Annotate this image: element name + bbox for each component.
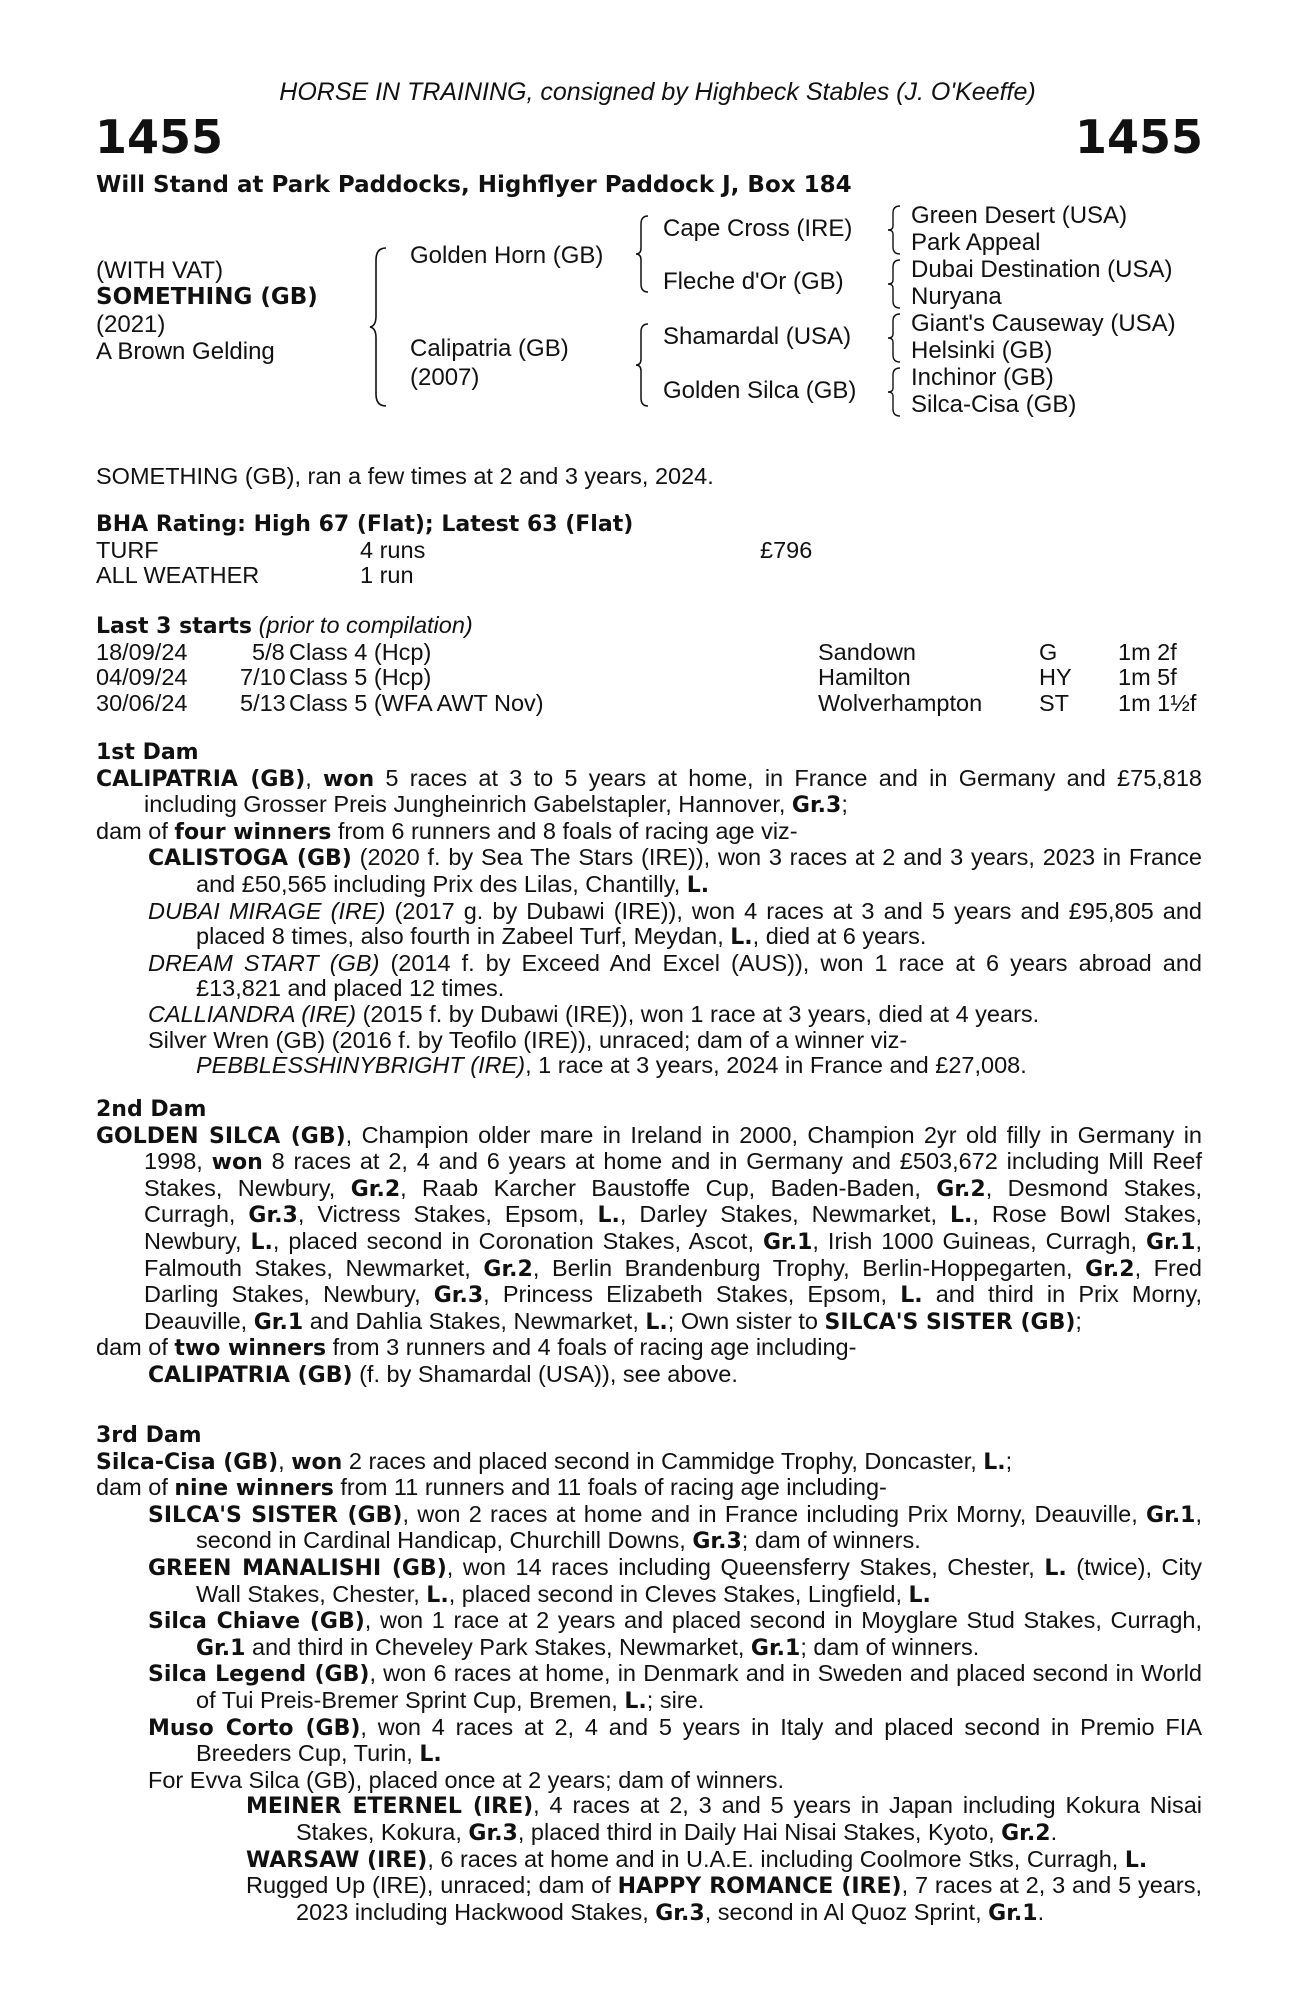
start-date: 30/06/24: [96, 689, 188, 716]
produce-entry: WARSAW (IRE), 6 races at home and in U.A.E. including Coolmore Stks, Curragh, L.: [246, 1845, 1148, 1873]
rating-surface: TURF: [96, 536, 159, 563]
second-dam-heading: 2nd Dam: [96, 1097, 207, 1122]
dam-year: (2007): [410, 364, 480, 391]
pedigree-brace-dam: [634, 322, 650, 408]
start-race: Class 5 (Hcp): [289, 664, 432, 691]
produce-entry: PEBBLESSHINYBRIGHT (IRE), 1 race at 3 years, 2024 in France and £27,008.: [196, 1052, 1027, 1079]
start-row: [96, 665, 1202, 691]
start-date: 04/09/24: [96, 664, 188, 691]
last-starts-note: (prior to compilation): [258, 612, 473, 638]
rating-block: [96, 512, 1202, 589]
last-starts-heading: [96, 613, 1202, 640]
pedigree-brace-dd: [886, 366, 902, 418]
start-going: G: [1039, 638, 1058, 665]
sire-sire: Cape Cross (IRE): [663, 215, 853, 242]
ds-dam: Helsinki (GB): [911, 337, 1053, 364]
lot-number-right: 1455: [1074, 110, 1203, 164]
third-dam-produce-summary: dam of nine winners from 11 runners and 11 foals of racing age including-: [96, 1474, 887, 1502]
consignment-line: HORSE IN TRAINING, consigned by Highbeck Stables (J. O'Keeffe): [279, 78, 1036, 106]
produce-entry: Silca Legend (GB), won 6 races at home, in Denmark and in Sweden and placed second in World of Tui Preis-Bremer Sprint Cup, Bremen, L.; sire.: [148, 1660, 1202, 1714]
start-going: ST: [1039, 689, 1070, 716]
dd-dam: Silca-Cisa (GB): [911, 391, 1077, 418]
start-race: Class 5 (WFA AWT Nov): [289, 689, 544, 716]
rating-title: BHA Rating: High 67 (Flat); Latest 63 (Flat): [96, 512, 634, 537]
produce-entry: DREAM START (GB) (2014 f. by Exceed And Excel (AUS)), won 1 race at 6 years abroad and £13,821 and placed 12 times.: [148, 949, 1202, 1002]
pedigree-brace-sd: [886, 258, 902, 310]
produce-entry: Rugged Up (IRE), unraced; dam of HAPPY ROMANCE (IRE), 7 races at 2, 3 and 5 years, 2023 including Hackwood Stakes, Gr.3, second in Al Quoz Sprint, Gr.1.: [246, 1872, 1202, 1926]
third-dam-section: [96, 1423, 1202, 1926]
sd-dam: Nuryana: [911, 283, 1002, 310]
vat-label: (WITH VAT): [96, 257, 224, 284]
horse-year: (2021): [96, 311, 166, 338]
horse-description: A Brown Gelding: [96, 338, 275, 365]
pedigree-brace-main: [368, 246, 390, 408]
start-distance: 1m 1½f: [1118, 689, 1197, 716]
rating-earnings: £796: [760, 536, 813, 563]
rating-surface: ALL WEATHER: [96, 562, 260, 589]
horse-name: SOMETHING (GB): [96, 284, 318, 310]
first-dam-produce-summary: dam of four winners from 6 runners and 8 foals of racing age viz-: [96, 817, 798, 845]
start-course: Sandown: [818, 638, 916, 665]
first-dam-entry: CALIPATRIA (GB), won 5 races at 3 to 5 years at home, in France and in Germany and £75,818 including Grosser Preis Jungheinrich Gabelstapler, Hannover, Gr.3;: [96, 764, 1202, 819]
produce-entry: SILCA'S SISTER (GB), won 2 races at home and in France including Prix Morny, Deauville, Gr.1, second in Cardinal Handicap, Churchill Downs, Gr.3; dam of winners.: [148, 1500, 1203, 1555]
ss-sire: Green Desert (USA): [911, 202, 1128, 229]
produce-entry: CALLIANDRA (IRE) (2015 f. by Dubawi (IRE)), won 1 race at 3 years, died at 4 years.: [148, 1000, 1040, 1027]
rating-runs: 1 run: [360, 562, 414, 589]
start-distance: 1m 5f: [1118, 664, 1177, 691]
ss-dam: Park Appeal: [911, 229, 1041, 256]
start-distance: 1m 2f: [1118, 638, 1177, 665]
last-starts-block: [96, 613, 1202, 716]
produce-entry: GREEN MANALISHI (GB), won 14 races including Queensferry Stakes, Chester, L. (twice), City Wall Stakes, Chester, L., placed second in Cleves Stakes, Lingfield, L.: [148, 1553, 1202, 1608]
start-position: 5/13: [240, 689, 286, 716]
produce-entry: Muso Corto (GB), won 4 races at 2, 4 and 5 years in Italy and placed second in Premio FIA Breeders Cup, Turin, L.: [148, 1713, 1202, 1768]
first-dam-section: [96, 740, 1202, 1079]
second-dam-produce-summary: dam of two winners from 3 runners and 4 foals of racing age including-: [96, 1334, 857, 1362]
pedigree-brace-ss: [886, 204, 902, 256]
start-course: Wolverhampton: [818, 689, 983, 716]
ds-sire: Giant's Causeway (USA): [911, 310, 1176, 337]
second-dam-entry: GOLDEN SILCA (GB), Champion older mare in Ireland in 2000, Champion 2yr old filly in Germany in 1998, won 8 races at 2, 4 and 6 years at home and in Germany and £503,672 including Mill Reef Stakes, Newbury, Gr.2, Raab Karcher Baustoffe Cup, Baden-Baden, Gr.2, Desmond Stakes, Curragh, Gr.3, Victress Stakes, Epsom, L., Darley Stakes, Newmarket, L., Rose Bowl Stakes, Newbury, L., placed second in Coronation Stakes, Ascot, Gr.1, Irish 1000 Guineas, Curragh, Gr.1, Falmouth Stakes, Newmarket, Gr.2, Berlin Brandenburg Trophy, Berlin-Hoppegarten, Gr.2, Fred Darling Stakes, Newbury, Gr.3, Princess Elizabeth Stakes, Epsom, L. and third in Prix Morny, Deauville, Gr.1 and Dahlia Stakes, Newmarket, L.; Own sister to SILCA'S SISTER (GB);: [96, 1121, 1203, 1335]
third-dam-entry: Silca-Cisa (GB), won 2 races and placed second in Cammidge Trophy, Doncaster, L.;: [96, 1447, 1013, 1475]
produce-entry: For Evva Silca (GB), placed once at 2 years; dam of winners.: [148, 1766, 785, 1793]
dd-sire: Inchinor (GB): [911, 364, 1054, 391]
produce-entry: MEINER ETERNEL (IRE), 4 races at 2, 3 and 5 years in Japan including Kokura Nisai Stakes, Kokura, Gr.3, placed third in Daily Hai Nisai Stakes, Kyoto, Gr.2.: [246, 1792, 1202, 1846]
sd-sire: Dubai Destination (USA): [911, 256, 1173, 283]
start-position: 7/10: [240, 664, 286, 691]
third-dam-heading: 3rd Dam: [96, 1423, 202, 1448]
first-dam-heading: 1st Dam: [96, 740, 199, 765]
dam-name: Calipatria (GB): [410, 335, 569, 362]
start-row: [96, 640, 1202, 666]
produce-entry: DUBAI MIRAGE (IRE) (2017 g. by Dubawi (IRE)), won 4 races at 3 and 5 years and £95,805 and placed 8 times, also fourth in Zabeel Turf, Meydan, L., died at 6 years.: [148, 897, 1202, 951]
produce-entry: Silca Chiave (GB), won 1 race at 2 years and placed second in Moyglare Stud Stakes, Curragh, Gr.1 and third in Cheveley Park Stakes, Newmarket, Gr.1; dam of winners.: [148, 1607, 1202, 1661]
start-date: 18/09/24: [96, 638, 188, 665]
start-course: Hamilton: [818, 664, 911, 691]
stand-location: Will Stand at Park Paddocks, Highflyer Paddock J, Box 184: [96, 172, 852, 198]
pedigree-brace-ds: [886, 312, 902, 364]
start-going: HY: [1039, 664, 1072, 691]
sire-dam: Fleche d'Or (GB): [663, 268, 844, 295]
rating-row: [96, 538, 1202, 564]
pedigree-brace-sire: [634, 214, 650, 294]
produce-entry: CALISTOGA (GB) (2020 f. by Sea The Stars (IRE)), won 3 races at 2 and 3 years, 2023 in France and £50,565 including Prix des Lilas, Chantilly, L.: [148, 844, 1202, 898]
race-summary: SOMETHING (GB), ran a few times at 2 and 3 years, 2024.: [96, 463, 714, 489]
rating-row: [96, 563, 1202, 589]
last-starts-title: Last 3 starts: [96, 614, 253, 639]
sire-name: Golden Horn (GB): [410, 242, 604, 269]
dam-dam: Golden Silca (GB): [663, 377, 857, 404]
start-position: 5/8: [252, 638, 285, 665]
second-dam-section: [96, 1097, 1202, 1389]
lot-number-left: 1455: [95, 110, 224, 164]
produce-entry: Silver Wren (GB) (2016 f. by Teofilo (IRE)), unraced; dam of a winner viz-: [148, 1026, 908, 1053]
start-race: Class 4 (Hcp): [289, 638, 432, 665]
start-row: [96, 691, 1202, 717]
rating-runs: 4 runs: [360, 536, 426, 563]
dam-sire: Shamardal (USA): [663, 323, 852, 350]
produce-entry: CALIPATRIA (GB) (f. by Shamardal (USA)), see above.: [148, 1360, 738, 1388]
